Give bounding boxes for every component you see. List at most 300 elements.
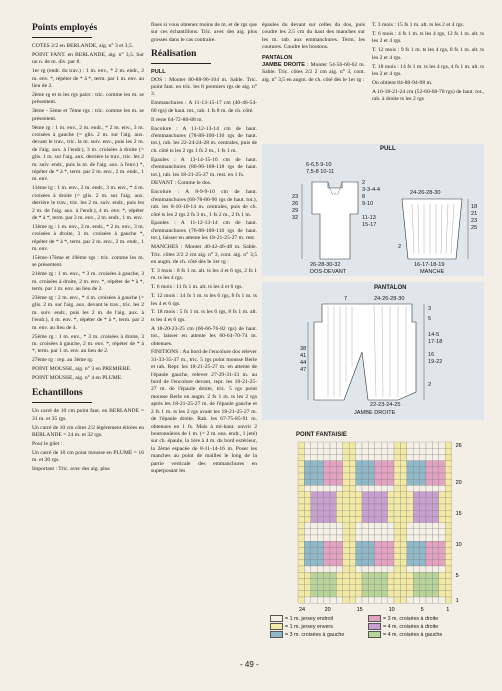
paragraph: 23ème rg : 2 m. env., * 4 m. croisées à gauche (= glis. 2 m. sur l'aig. aux. devant le trav., tric. les 2 m. suiv. endr., puis les 2 m. de l'aig. aux. à l'endr.), 4 m. env. *, répéter de * à *, term. par 2 m. env. au lieu de 4. — [32, 295, 144, 331]
grid-cell — [330, 529, 336, 535]
grid-cell — [324, 578, 330, 584]
grid-cell — [432, 572, 438, 578]
grid-cell — [381, 473, 387, 479]
grid-cell — [388, 498, 394, 504]
grid-cell — [317, 485, 323, 491]
grid-cell — [388, 523, 394, 529]
grid-cell — [432, 560, 438, 566]
grid-cell — [394, 597, 400, 603]
grid-cell — [445, 516, 451, 522]
grid-cell — [298, 597, 304, 603]
grid-cell — [394, 479, 400, 485]
grid-cell — [368, 541, 374, 547]
grid-cell — [445, 585, 451, 591]
paragraph: POINT MOUSSE, aig. n° 3 en PREMIERE. — [32, 366, 132, 373]
grid-cell — [324, 572, 330, 578]
heading-rule — [151, 63, 211, 64]
grid-cell — [375, 479, 381, 485]
grid-cell — [368, 566, 374, 572]
heading-rule — [32, 37, 92, 38]
grid-cell — [298, 442, 304, 448]
grid-cell — [420, 541, 426, 547]
grid-cell — [388, 516, 394, 522]
grid-cell — [349, 560, 355, 566]
grid-cell — [362, 566, 368, 572]
grid-cell — [349, 473, 355, 479]
grid-cell — [311, 597, 317, 603]
grid-cell — [330, 585, 336, 591]
grid-cell — [394, 516, 400, 522]
grid-cell — [356, 461, 362, 467]
grid-cell — [362, 572, 368, 578]
grid-cell — [317, 535, 323, 541]
grid-y-label: 15 — [455, 511, 462, 518]
grid-cell — [304, 473, 310, 479]
pant-right-2: 5 — [428, 316, 432, 322]
paragraph: Encolure : A 8-9-9-10 cm de haut. d'emmanchures (68-78-86-96 rgs de haut. tot.), rab. les 8-10-10-14 m. centrales, puis de ch. côté ts les 2 rgs 2 fs 3 m., 1 fs 2 m., 2 fs 1 m. — [151, 189, 257, 218]
grid-cell — [394, 572, 400, 578]
grid-cell — [349, 510, 355, 516]
grid-cell — [317, 566, 323, 572]
grid-cell — [324, 510, 330, 516]
grid-cell — [394, 492, 400, 498]
grid-cell — [298, 578, 304, 584]
grid-cell — [439, 541, 445, 547]
grid-cell — [343, 541, 349, 547]
grid-cell — [413, 461, 419, 467]
grid-cell — [336, 529, 342, 535]
grid-cell — [317, 578, 323, 584]
grid-cell — [439, 585, 445, 591]
grid-cell — [356, 479, 362, 485]
grid-cell — [298, 541, 304, 547]
grid-cell — [388, 485, 394, 491]
grid-cell — [413, 510, 419, 516]
grid-cell — [349, 597, 355, 603]
grid-cell — [407, 591, 413, 597]
grid-cell — [304, 504, 310, 510]
pantalon-diagram — [262, 282, 484, 420]
grid-cell — [356, 560, 362, 566]
grid-cell — [317, 523, 323, 529]
grid-cell — [298, 554, 304, 560]
paragraph: 15ème-17ème et 19ème rgs : tric. comme les m. se présentent. — [32, 254, 144, 269]
grid-cell — [304, 597, 310, 603]
paragraph: T. 6 mois : 11 fs 1 m. alt. ts les 4 et 6 rgs. — [151, 284, 243, 291]
grid-cell — [445, 554, 451, 560]
grid-cell — [362, 485, 368, 491]
grid-cell — [317, 591, 323, 597]
grid-cell — [400, 554, 406, 560]
grid-cell — [343, 572, 349, 578]
grid-cell — [426, 554, 432, 560]
grid-y-label: 5 — [455, 573, 459, 580]
paragraph: 27ème rg : rep. au 3ème rg. — [32, 357, 94, 364]
grid-cell — [381, 597, 387, 603]
paragraph: 11ème rg : 1 m. env., 2 m. endr., 3 m. env., * 4 m. croisées à droite (= glis. 2 m. sur l'aig. aux. derrière le trav., tric. les 2 m. suiv. endr., puis les 2 m. de l'aig. aux. à l'endr.), 4 m. env. *, répéter de * à *, term. par 3 m. env., 2 m. endr., 1 m. env. — [32, 185, 144, 221]
grid-cell — [349, 585, 355, 591]
grid-cell — [400, 442, 406, 448]
grid-cell — [311, 572, 317, 578]
grid-cell — [394, 473, 400, 479]
paragraph: A 18-20-23-25 cm (60-66-76-82 rgs) de haut. tot., laisser en attente les 60-64-70-74 m. obtenues. — [151, 325, 257, 347]
paragraph: 13ème rg : 1 m. env., 2 m. endr., * 2 m. env., 3 m. croisées à droite, 3 m. croisées à gauche *, répéter de * à *, term. par 2 m. env., 2 m. endr., 1 m. env. — [32, 223, 144, 253]
grid-cell — [413, 467, 419, 473]
grid-cell — [343, 597, 349, 603]
grid-cell — [336, 498, 342, 504]
grid-cell — [311, 535, 317, 541]
grid-cell — [420, 485, 426, 491]
grid-cell — [368, 554, 374, 560]
grid-cell — [356, 442, 362, 448]
grid-cell — [400, 461, 406, 467]
grid-cell — [375, 560, 381, 566]
grid-cell — [304, 591, 310, 597]
subheading-pantalon: PANTALON — [262, 54, 293, 61]
grid-cell — [330, 516, 336, 522]
grid-cell — [362, 467, 368, 473]
grid-cell — [400, 479, 406, 485]
grid-cell — [381, 541, 387, 547]
grid-cell — [311, 510, 317, 516]
grid-cell — [311, 523, 317, 529]
legend-swatch-envers — [270, 623, 283, 630]
grid-cell — [413, 554, 419, 560]
grid-cell — [324, 547, 330, 553]
grid-cell — [381, 585, 387, 591]
grid-cell — [426, 523, 432, 529]
grid-cell — [426, 572, 432, 578]
grid-cell — [336, 485, 342, 491]
grid-cell — [298, 560, 304, 566]
grid-cell — [375, 535, 381, 541]
pant-top-small: 7 — [344, 296, 348, 302]
grid-cell — [426, 566, 432, 572]
dos-top-1: 6-6,5 9-10 — [306, 162, 332, 168]
grid-cell — [362, 591, 368, 597]
grid-cell — [445, 560, 451, 566]
grid-cell — [432, 578, 438, 584]
grid-cell — [343, 578, 349, 584]
grid-cell — [413, 572, 419, 578]
grid-cell — [394, 585, 400, 591]
grid-cell — [420, 479, 426, 485]
grid-cell — [311, 547, 317, 553]
grid-cell — [317, 467, 323, 473]
grid-cell — [349, 448, 355, 454]
grid-cell — [356, 554, 362, 560]
column-4 — [372, 22, 484, 105]
paragraph: Pour le gilet : — [32, 441, 63, 448]
grid-cell — [388, 467, 394, 473]
grid-cell — [356, 572, 362, 578]
grid-cell — [298, 510, 304, 516]
dos-devant-label: DOS-DEVANT — [310, 269, 347, 275]
grid-cell — [362, 442, 368, 448]
grid-cell — [317, 504, 323, 510]
paragraph: Un carré de 10 cm côtes 2/2 légèrement étirées en BERLANDE = 24 m. et 32 rgs. — [32, 424, 144, 439]
grid-cell — [394, 467, 400, 473]
grid-cell — [407, 597, 413, 603]
grid-cell — [324, 461, 330, 467]
grid-cell — [432, 479, 438, 485]
grid-cell — [375, 578, 381, 584]
grid-cell — [439, 535, 445, 541]
grid-cell — [336, 591, 342, 597]
grid-cell — [356, 516, 362, 522]
grid-cell — [375, 473, 381, 479]
grid-cell — [324, 523, 330, 529]
grid-cell — [426, 547, 432, 553]
legend-swatch-4-gauche — [368, 631, 381, 638]
paragraph: Important : Tric. avec des aig. plus — [32, 466, 110, 473]
grid-cell — [375, 547, 381, 553]
fantaisie-grid-svg — [268, 430, 484, 612]
grid-cell — [317, 454, 323, 460]
grid-cell — [388, 566, 394, 572]
grid-cell — [330, 498, 336, 504]
grid-cell — [349, 504, 355, 510]
grid-cell — [336, 585, 342, 591]
grid-cell — [445, 467, 451, 473]
grid-cell — [368, 591, 374, 597]
grid-cell — [439, 492, 445, 498]
jambe-label: JAMBE DROITE — [354, 410, 396, 416]
grid-cell — [362, 535, 368, 541]
grid-cell — [330, 554, 336, 560]
grid-cell — [439, 510, 445, 516]
grid-cell — [349, 572, 355, 578]
grid-cell — [420, 448, 426, 454]
grid-cell — [400, 535, 406, 541]
grid-cell — [420, 591, 426, 597]
grid-cell — [445, 473, 451, 479]
grid-cell — [349, 467, 355, 473]
grid-cell — [407, 473, 413, 479]
grid-cell — [394, 485, 400, 491]
finitions-continued — [262, 22, 365, 52]
column-3 — [262, 22, 365, 86]
dos-left-1: 23 — [292, 194, 299, 200]
paragraph: T. 12 mois : 14 fs 1 m. ts les 6 rgs, 8 fs 1 m. ts les 4 et 6 rgs. — [151, 293, 257, 307]
grid-cell — [317, 442, 323, 448]
grid-cell — [407, 510, 413, 516]
grid-x-label: 20 — [324, 607, 331, 612]
grid-cell — [368, 485, 374, 491]
pant-bottom: 22-23-24-25 — [370, 402, 401, 408]
grid-cell — [394, 454, 400, 460]
grid-cell — [375, 585, 381, 591]
grid-cell — [336, 467, 342, 473]
grid-cell — [426, 541, 432, 547]
grid-cell — [400, 492, 406, 498]
grid-cell — [426, 510, 432, 516]
grid-cell — [362, 454, 368, 460]
pant-left-4: 47 — [300, 367, 307, 373]
grid-cell — [439, 461, 445, 467]
grid-cell — [356, 591, 362, 597]
grid-cell — [394, 510, 400, 516]
grid-cell — [420, 516, 426, 522]
grid-cell — [336, 473, 342, 479]
grid-cell — [298, 529, 304, 535]
legend-swatch-3-gauche — [270, 631, 283, 638]
grid-cell — [336, 479, 342, 485]
grid-cell — [356, 485, 362, 491]
grid-cell — [317, 473, 323, 479]
grid-cell — [368, 572, 374, 578]
grid-cell — [426, 467, 432, 473]
grid-cell — [304, 529, 310, 535]
manche-right-1: 18 — [471, 204, 478, 210]
grid-cell — [413, 504, 419, 510]
grid-cell — [388, 454, 394, 460]
grid-cell — [368, 461, 374, 467]
grid-cell — [375, 516, 381, 522]
dos-mid-2: 3-3-4-4 — [362, 187, 381, 193]
page-number: - 49 - — [240, 660, 259, 669]
grid-cell — [349, 485, 355, 491]
pantalon-title: PANTALON — [374, 285, 407, 291]
grid-cell — [400, 578, 406, 584]
grid-cell — [324, 454, 330, 460]
grid-cell — [349, 454, 355, 460]
grid-cell — [381, 504, 387, 510]
grid-cell — [407, 566, 413, 572]
grid-cell — [304, 448, 310, 454]
grid-cell — [311, 566, 317, 572]
grid-cell — [420, 498, 426, 504]
grid-x-label: 15 — [356, 607, 363, 612]
grid-cell — [375, 591, 381, 597]
grid-cell — [349, 516, 355, 522]
dos-left-2: 26 — [292, 201, 299, 207]
heading-rule — [32, 402, 92, 403]
grid-cell — [336, 448, 342, 454]
grid-cell — [311, 560, 317, 566]
grid-cell — [400, 448, 406, 454]
grid-cell — [356, 510, 362, 516]
grid-cell — [413, 585, 419, 591]
grid-cell — [388, 529, 394, 535]
grid-cell — [439, 485, 445, 491]
grid-cell — [336, 535, 342, 541]
grid-cell — [368, 535, 374, 541]
grid-cell — [324, 597, 330, 603]
grid-cell — [330, 448, 336, 454]
grid-x-label: 1 — [446, 607, 450, 612]
grid-cell — [407, 529, 413, 535]
grid-cell — [330, 461, 336, 467]
grid-cell — [413, 473, 419, 479]
grid-cell — [400, 454, 406, 460]
grid-cell — [311, 485, 317, 491]
grid-cell — [413, 541, 419, 547]
grid-cell — [368, 560, 374, 566]
grid-cell — [311, 498, 317, 504]
grid-cell — [426, 485, 432, 491]
grid-cell — [304, 585, 310, 591]
grid-cell — [362, 597, 368, 603]
manche-left: 2 — [398, 244, 402, 250]
grid-cell — [362, 498, 368, 504]
grid-cell — [298, 473, 304, 479]
grid-cell — [432, 492, 438, 498]
grid-cell — [400, 541, 406, 547]
grid-cell — [362, 504, 368, 510]
paragraph: épaules du devant sur celles du dos, puis coudre les 2,5 cm du haut des manches sur les m. rab. aux emmanchures. Term. les coutures. Coudre les boutons. — [262, 22, 365, 51]
grid-cell — [394, 448, 400, 454]
grid-cell — [311, 479, 317, 485]
paragraph: COTES 2/2 en BERLANDE, aig. n° 3 et 3,5. — [32, 43, 134, 49]
grid-cell — [432, 554, 438, 560]
grid-cell — [349, 591, 355, 597]
grid-cell — [400, 547, 406, 553]
legend-item: = 1 m. jersey envers — [270, 623, 333, 630]
echantillons-list — [32, 408, 144, 473]
grid-cell — [413, 454, 419, 460]
grid-cell — [381, 535, 387, 541]
grid-cell — [407, 516, 413, 522]
grid-cell — [426, 516, 432, 522]
grid-cell — [317, 554, 323, 560]
grid-cell — [407, 492, 413, 498]
fantaisie-title: POINT FANTAISIE — [296, 432, 347, 438]
grid-cell — [388, 473, 394, 479]
grid-cell — [445, 591, 451, 597]
dos-mid-6: 15-17 — [362, 222, 377, 228]
pant-left-2: 41 — [300, 353, 307, 359]
grid-cell — [336, 560, 342, 566]
grid-cell — [420, 510, 426, 516]
grid-cell — [317, 510, 323, 516]
grid-cell — [388, 541, 394, 547]
grid-cell — [400, 498, 406, 504]
grid-cell — [420, 442, 426, 448]
grid-cell — [407, 572, 413, 578]
paragraph: A 16-18-21-24 cm (52-60-68-78 rgs) de haut. tot., rab. à droite ts les 2 rgs — [372, 88, 484, 103]
grid-cell — [426, 529, 432, 535]
grid-cell — [336, 578, 342, 584]
grid-cell — [324, 591, 330, 597]
grid-cell — [445, 572, 451, 578]
grid-cell — [388, 535, 394, 541]
grid-cell — [432, 597, 438, 603]
grid-cell — [426, 578, 432, 584]
grid-cell — [311, 516, 317, 522]
grid-cell — [317, 585, 323, 591]
grid-cell — [400, 572, 406, 578]
grid-cell — [394, 560, 400, 566]
grid-cell — [420, 560, 426, 566]
paragraph: On obtient 84-88-94-98 m. — [372, 79, 433, 86]
grid-cell — [381, 529, 387, 535]
grid-cell — [420, 585, 426, 591]
grid-cell — [298, 504, 304, 510]
grid-cell — [311, 504, 317, 510]
grid-cell — [336, 454, 342, 460]
grid-cell — [324, 504, 330, 510]
grid-cell — [388, 572, 394, 578]
grid-cell — [343, 523, 349, 529]
grid-cell — [388, 448, 394, 454]
pant-right-6: 19-22 — [428, 359, 443, 365]
legend-swatch-3-droite — [368, 615, 381, 622]
grid-cell — [343, 461, 349, 467]
grid-cell — [343, 442, 349, 448]
grid-cell — [343, 529, 349, 535]
grid-cell — [324, 479, 330, 485]
